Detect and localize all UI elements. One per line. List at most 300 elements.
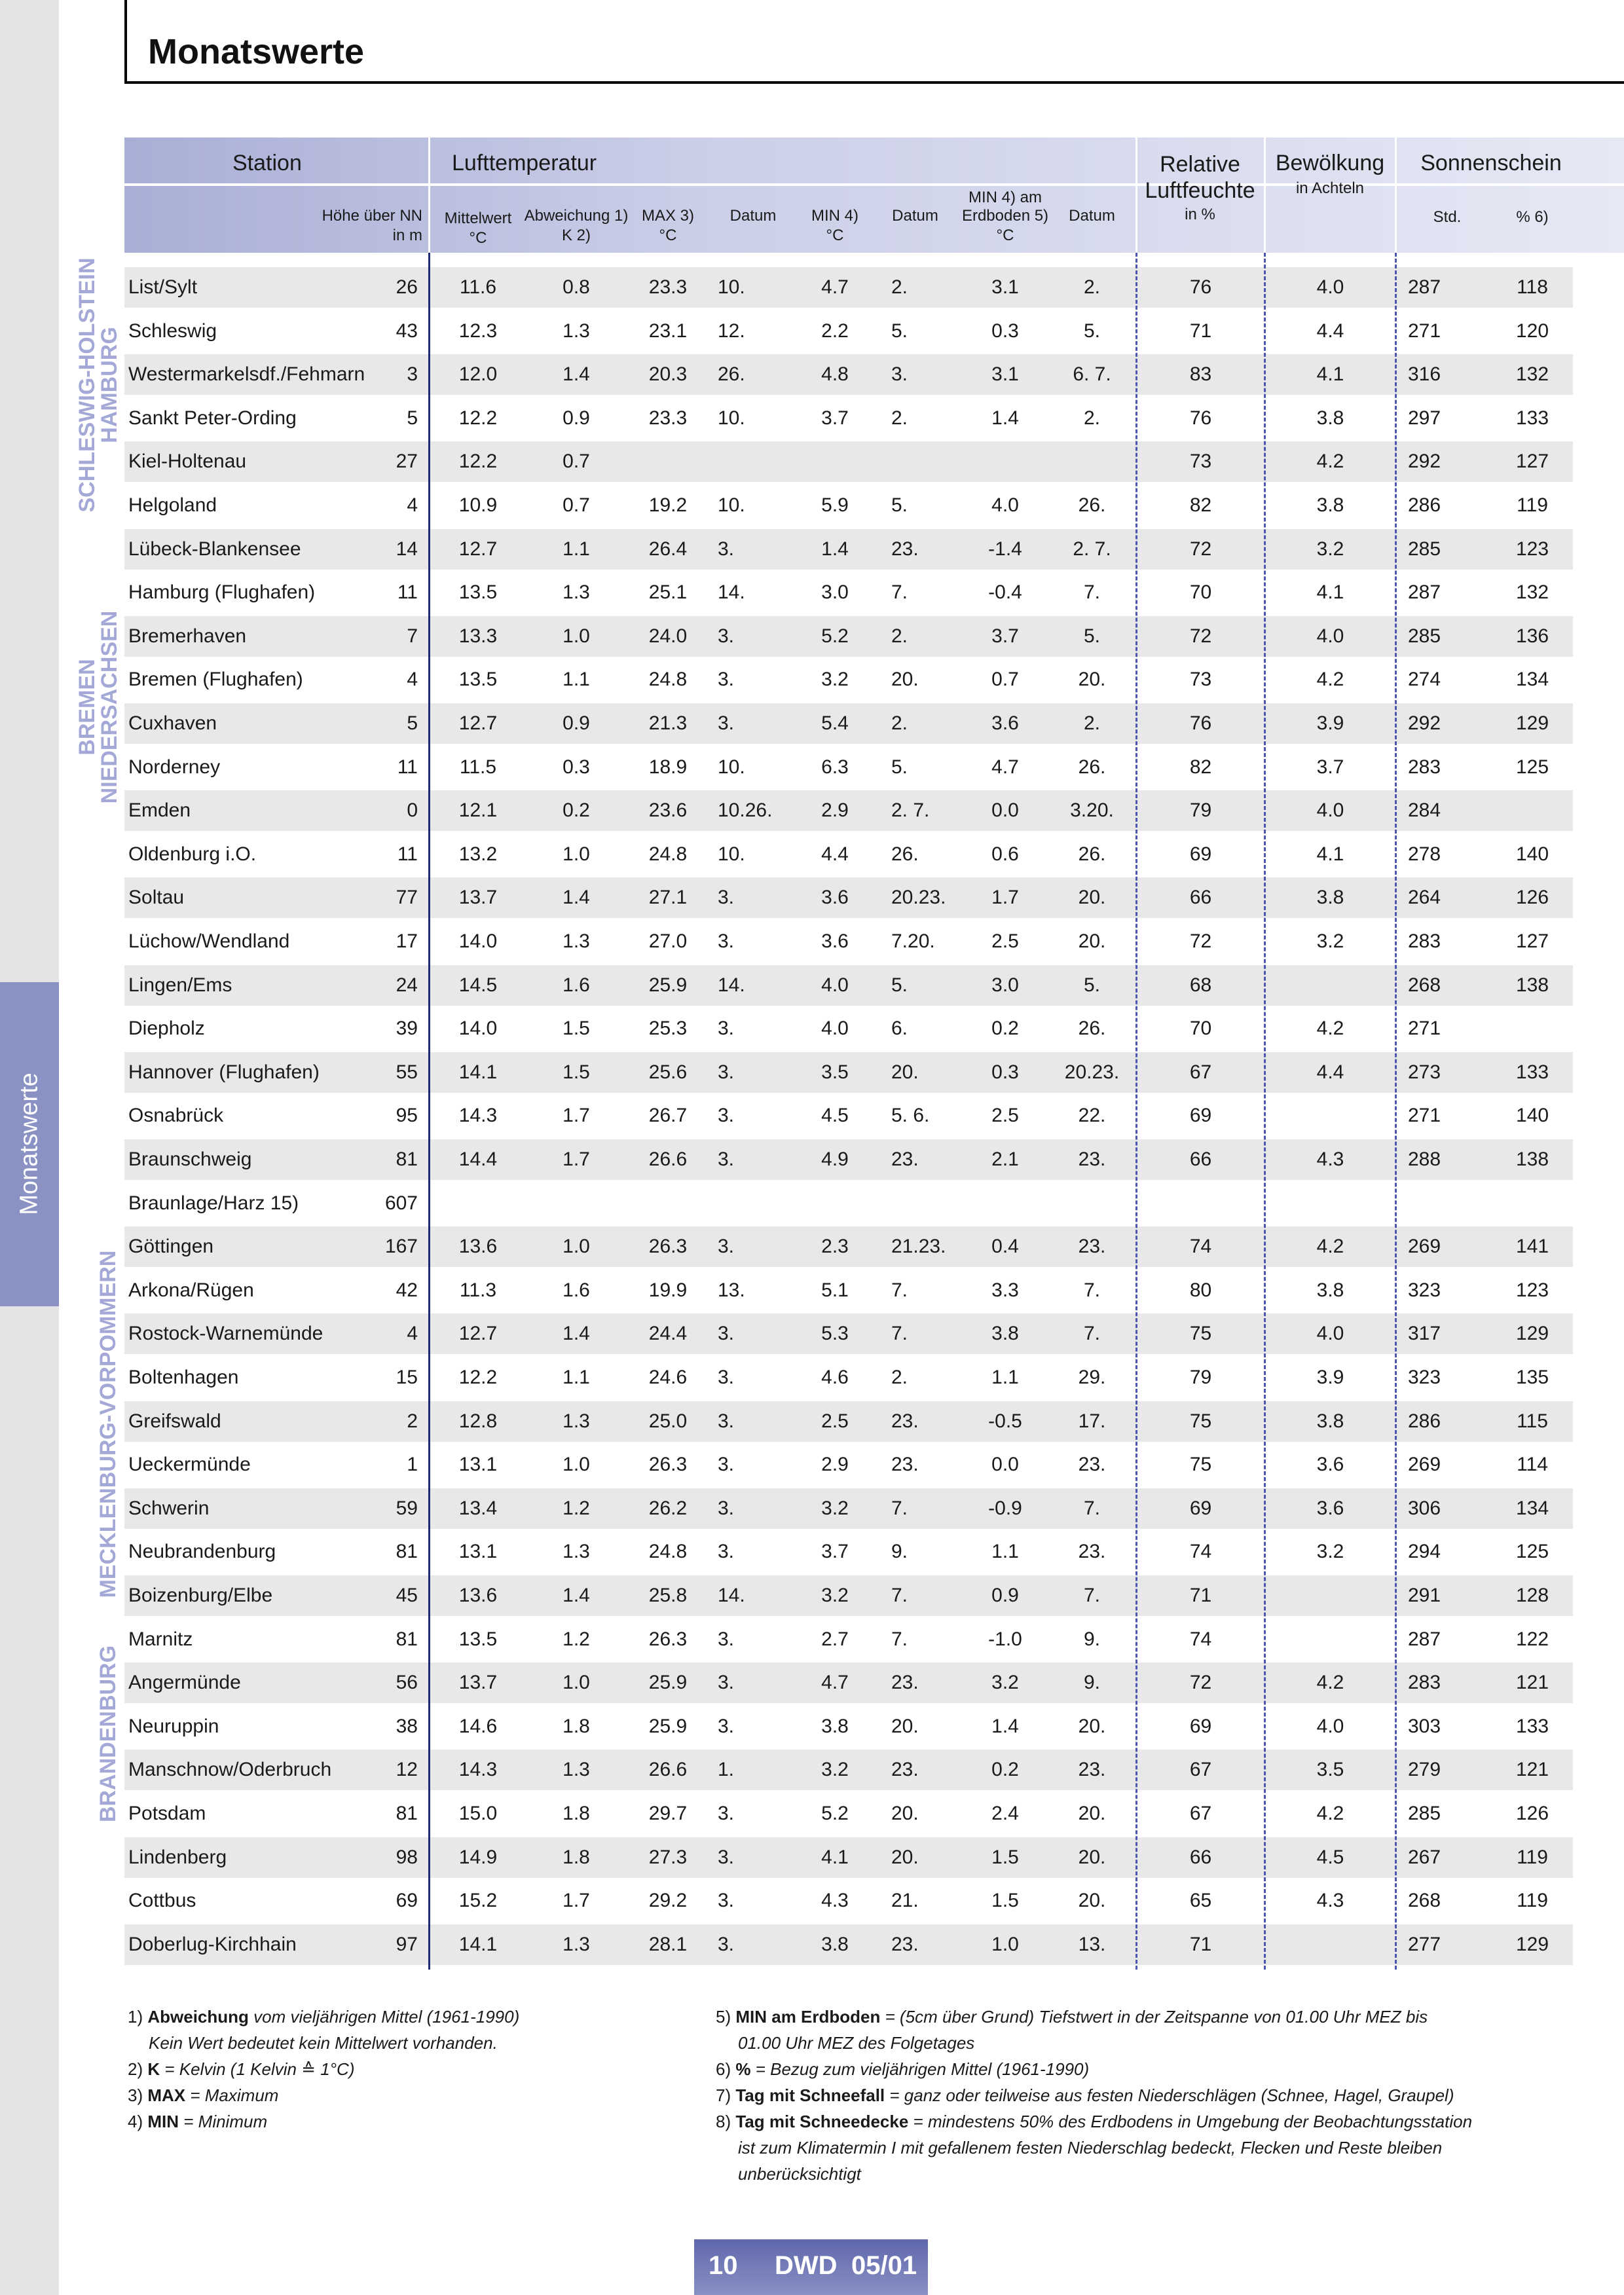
header-min-erdboden: MIN 4) am — [968, 189, 1042, 206]
cell-max-date: 3. — [718, 1541, 735, 1563]
cell-deviation: 1.2 — [563, 1497, 590, 1519]
cell-ground-min: 3.8 — [991, 1323, 1019, 1345]
cell-station-name: Cuxhaven — [128, 712, 217, 734]
header-abweichung-unit: K 2) — [561, 227, 591, 244]
cell-max-temp: 25.9 — [648, 1715, 688, 1737]
cell-min-temp: 4.1 — [821, 1846, 849, 1868]
cell-min-temp: 4.7 — [821, 1672, 849, 1694]
cell-deviation: 0.9 — [563, 407, 590, 429]
cell-rel-humidity: 66 — [1189, 1148, 1212, 1170]
cell-deviation: 1.3 — [563, 581, 590, 604]
footer-issue: 05/01 — [851, 2251, 917, 2280]
cell-elevation: 5 — [407, 712, 418, 734]
cell-rel-humidity: 71 — [1189, 320, 1212, 342]
cell-deviation: 1.8 — [563, 1715, 590, 1737]
cell-mean-temp: 13.7 — [458, 1672, 498, 1694]
cell-elevation: 81 — [396, 1628, 418, 1650]
cell-deviation: 0.2 — [563, 799, 590, 822]
cell-max-date: 3. — [718, 1061, 735, 1083]
cell-deviation: 0.7 — [563, 450, 590, 473]
cell-max-temp: 26.4 — [648, 538, 688, 560]
section-tab-label: Monatswerte — [15, 1073, 43, 1215]
cell-min-date: 26. — [891, 843, 919, 865]
cell-elevation: 59 — [396, 1497, 418, 1519]
header-lufttemperatur: Lufttemperatur — [452, 151, 597, 175]
header-pct: % 6) — [1516, 208, 1549, 226]
cell-cloud-cover: 3.8 — [1316, 494, 1344, 516]
cell-ground-min: 0.2 — [991, 1018, 1019, 1040]
cell-min-temp: 2.9 — [821, 799, 849, 822]
cell-cloud-cover: 3.8 — [1316, 887, 1344, 909]
cell-min-date: 2. — [891, 625, 908, 647]
cell-station-name: Marnitz — [128, 1628, 193, 1650]
cell-station-name: Schwerin — [128, 1497, 210, 1519]
cell-max-temp: 27.1 — [648, 887, 688, 909]
cell-deviation: 1.0 — [563, 1236, 590, 1258]
cell-min-date: 2. — [891, 712, 908, 734]
cell-cloud-cover: 4.1 — [1316, 363, 1344, 386]
header-std: Std. — [1433, 208, 1462, 226]
cell-mean-temp: 13.4 — [458, 1497, 498, 1519]
cell-elevation: 4 — [407, 669, 418, 691]
cell-station-name: Braunschweig — [128, 1148, 252, 1170]
cell-max-date: 3. — [718, 1148, 735, 1170]
cell-station-name: Bremen (Flughafen) — [128, 669, 303, 691]
cell-sun-hours: 283 — [1408, 930, 1441, 952]
cell-max-date: 3. — [718, 1236, 735, 1258]
header-luftfeuchte: Luftfeuchte — [1145, 178, 1255, 203]
footnote-8-cont: ist zum Klimatermin I mit gefallenem festen Niederschlag bedeckt, Flecken und Reste bleiben — [738, 2138, 1443, 2157]
cell-min-temp: 5.3 — [821, 1323, 849, 1345]
cell-sun-hours: 278 — [1408, 843, 1441, 865]
cell-max-date: 3. — [718, 1933, 735, 1955]
cell-max-date: 10. — [718, 494, 745, 516]
cell-sun-hours: 271 — [1408, 1018, 1441, 1040]
footnote-5-cont: 01.00 Uhr MEZ des Folgetages — [738, 2033, 975, 2053]
cell-rel-humidity: 66 — [1189, 887, 1212, 909]
cell-ground-min-date: 7. — [1083, 1497, 1101, 1519]
cell-station-name: Braunlage/Harz 15) — [128, 1192, 299, 1214]
cell-cloud-cover: 4.1 — [1316, 581, 1344, 604]
cell-station-name: Lüchow/Wendland — [128, 930, 290, 952]
cell-cloud-cover: 4.0 — [1316, 1715, 1344, 1737]
cell-ground-min-date: 26. — [1078, 1018, 1106, 1040]
cell-ground-min-date: 20. — [1078, 1715, 1106, 1737]
cell-max-date: 10. — [718, 756, 745, 778]
cell-sun-hours: 285 — [1408, 538, 1441, 560]
header-bewoelkung: Bewölkung — [1275, 151, 1385, 175]
cell-station-name: Boltenhagen — [128, 1367, 239, 1388]
cell-max-temp: 26.3 — [648, 1236, 688, 1258]
cell-min-date: 23. — [891, 538, 919, 560]
cell-ground-min-date: 23. — [1078, 1454, 1106, 1476]
cell-max-temp: 25.8 — [648, 1585, 688, 1606]
cell-ground-min-date: 7. — [1083, 1323, 1101, 1345]
cell-deviation: 1.1 — [563, 1367, 590, 1388]
cell-sun-percent: 129 — [1515, 1933, 1549, 1955]
cell-station-name: Osnabrück — [128, 1105, 224, 1127]
cell-mean-temp: 14.1 — [458, 1933, 498, 1955]
cell-max-date: 3. — [718, 1628, 735, 1650]
cell-sun-hours: 283 — [1408, 756, 1441, 778]
cell-rel-humidity: 71 — [1189, 1585, 1212, 1606]
cell-ground-min: 1.1 — [991, 1367, 1019, 1388]
cell-elevation: 81 — [396, 1803, 418, 1824]
cell-cloud-cover: 4.2 — [1316, 1018, 1344, 1040]
cell-sun-percent: 132 — [1515, 363, 1549, 386]
cell-station-name: Potsdam — [128, 1803, 206, 1824]
cell-max-temp: 23.1 — [648, 320, 688, 342]
cell-sun-percent: 132 — [1515, 581, 1549, 604]
cell-mean-temp: 11.6 — [459, 276, 497, 298]
cell-cloud-cover: 4.0 — [1316, 799, 1344, 822]
header-mittelwert: Mittelwert — [444, 210, 512, 227]
cell-sun-hours: 269 — [1408, 1236, 1441, 1258]
cell-max-date: 3. — [718, 625, 735, 647]
cell-deviation: 1.8 — [563, 1846, 590, 1868]
footnote-3: 3) MAX = Maximum — [128, 2085, 279, 2105]
cell-mean-temp: 12.8 — [458, 1410, 498, 1432]
cell-rel-humidity: 66 — [1189, 1846, 1212, 1868]
cell-max-temp: 27.0 — [648, 930, 688, 952]
cell-elevation: 81 — [396, 1541, 418, 1563]
cell-sun-percent: 138 — [1515, 974, 1549, 996]
cell-min-date: 20. — [891, 1061, 919, 1083]
cell-rel-humidity: 80 — [1189, 1279, 1212, 1301]
cell-max-date: 3. — [718, 1890, 735, 1912]
cell-ground-min-date: 22. — [1078, 1105, 1106, 1127]
cell-cloud-cover: 4.5 — [1316, 1846, 1344, 1868]
cell-ground-min-date: 5. — [1083, 974, 1101, 996]
cell-sun-hours: 323 — [1408, 1279, 1441, 1301]
cell-deviation: 0.7 — [563, 494, 590, 516]
cell-sun-hours: 268 — [1408, 1890, 1441, 1912]
cell-max-temp: 24.0 — [648, 625, 688, 647]
column-divider — [428, 253, 430, 1970]
cell-sun-hours: 297 — [1408, 407, 1441, 429]
cell-min-temp: 5.1 — [821, 1279, 849, 1301]
cell-ground-min: 0.7 — [991, 669, 1019, 691]
cell-cloud-cover: 4.3 — [1316, 1148, 1344, 1170]
cell-max-temp: 23.3 — [648, 276, 688, 298]
cell-rel-humidity: 71 — [1189, 1933, 1212, 1955]
header-bew-unit: in Achteln — [1295, 179, 1365, 197]
cell-max-date: 12. — [718, 320, 745, 342]
cell-elevation: 167 — [384, 1236, 418, 1258]
cell-sun-percent: 135 — [1515, 1367, 1549, 1388]
cell-min-date: 2. — [891, 407, 908, 429]
cell-rel-humidity: 70 — [1189, 581, 1212, 604]
cell-max-temp: 21.3 — [648, 712, 688, 734]
cell-max-temp: 25.3 — [648, 1018, 688, 1040]
cell-station-name: Greifswald — [128, 1410, 221, 1432]
cell-ground-min-date: 20. — [1078, 1846, 1106, 1868]
cell-rel-humidity: 76 — [1189, 276, 1212, 298]
cell-station-name: Boizenburg/Elbe — [128, 1585, 273, 1606]
header-mittelwert-unit: °C — [469, 229, 487, 247]
cell-max-date: 10.26. — [718, 799, 773, 822]
page-footer — [694, 2239, 928, 2295]
cell-min-temp: 3.8 — [821, 1933, 849, 1955]
cell-max-temp: 24.8 — [648, 669, 688, 691]
cell-sun-hours: 271 — [1408, 1105, 1441, 1127]
cell-ground-min-date: 23. — [1078, 1541, 1106, 1563]
header-sonnenschein: Sonnenschein — [1420, 151, 1562, 175]
cell-sun-hours: 288 — [1408, 1148, 1441, 1170]
cell-ground-min: -1.4 — [988, 538, 1022, 560]
cell-elevation: 0 — [407, 799, 418, 822]
cell-elevation: 4 — [407, 1323, 418, 1345]
cell-elevation: 11 — [397, 756, 418, 778]
cell-rel-humidity: 73 — [1189, 669, 1212, 691]
cell-min-date: 23. — [891, 1672, 919, 1694]
cell-min-temp: 3.7 — [821, 1541, 849, 1563]
cell-min-temp: 4.6 — [821, 1367, 849, 1388]
cell-rel-humidity: 79 — [1189, 1367, 1212, 1388]
cell-ground-min-date: 23. — [1078, 1759, 1106, 1781]
cell-elevation: 98 — [396, 1846, 418, 1868]
header-divider — [124, 183, 1624, 186]
cell-cloud-cover: 4.3 — [1316, 1890, 1344, 1912]
cell-cloud-cover: 4.2 — [1316, 669, 1344, 691]
cell-min-date: 23. — [891, 1454, 919, 1476]
cell-rel-humidity: 68 — [1189, 974, 1212, 996]
cell-sun-hours: 323 — [1408, 1367, 1441, 1388]
cell-sun-percent: 121 — [1515, 1672, 1549, 1694]
cell-deviation: 1.4 — [563, 1323, 590, 1345]
cell-mean-temp: 14.9 — [458, 1846, 498, 1868]
cell-deviation: 1.3 — [563, 1933, 590, 1955]
cell-sun-percent: 134 — [1515, 1497, 1549, 1519]
cell-cloud-cover: 3.7 — [1316, 756, 1344, 778]
cell-min-temp: 2.5 — [821, 1410, 849, 1432]
cell-station-name: Norderney — [128, 756, 221, 778]
header-abweichung: Abweichung 1) — [524, 207, 629, 225]
footnote-8: 8) Tag mit Schneedecke = mindestens 50% des Erdbodens in Umgebung der Beobachtungsstation — [716, 2112, 1473, 2131]
cell-cloud-cover: 4.1 — [1316, 843, 1344, 865]
cell-cloud-cover: 4.2 — [1316, 1803, 1344, 1824]
cell-sun-hours: 294 — [1408, 1541, 1441, 1563]
cell-sun-percent: 119 — [1517, 1890, 1548, 1912]
cell-min-temp: 5.9 — [821, 494, 849, 516]
cell-mean-temp: 14.3 — [458, 1105, 498, 1127]
cell-ground-min-date: 6. 7. — [1073, 363, 1111, 386]
cell-rel-humidity: 69 — [1189, 843, 1212, 865]
cell-deviation: 1.1 — [563, 538, 590, 560]
cell-rel-humidity: 72 — [1189, 930, 1212, 952]
cell-ground-min-date: 7. — [1083, 581, 1101, 604]
cell-mean-temp: 13.6 — [458, 1585, 498, 1606]
header-min-datum: Datum — [892, 207, 938, 225]
cell-ground-min-date: 9. — [1083, 1628, 1101, 1650]
cell-sun-hours: 269 — [1408, 1454, 1441, 1476]
cell-ground-min-date: 23. — [1078, 1236, 1106, 1258]
cell-sun-percent: 136 — [1515, 625, 1549, 647]
cell-max-temp: 28.1 — [648, 1933, 688, 1955]
cell-ground-min: 1.5 — [991, 1846, 1019, 1868]
cell-min-temp: 2.7 — [821, 1628, 849, 1650]
cell-sun-percent: 118 — [1517, 276, 1548, 298]
header-min-unit: °C — [826, 227, 844, 244]
cell-mean-temp: 14.6 — [458, 1715, 498, 1737]
cell-sun-hours: 287 — [1408, 276, 1441, 298]
column-divider — [1395, 253, 1397, 1970]
header-erdboden-datum: Datum — [1069, 207, 1115, 225]
cell-min-temp: 4.5 — [821, 1105, 849, 1127]
cell-max-temp: 26.6 — [648, 1148, 688, 1170]
cell-min-date: 21.23. — [891, 1236, 946, 1258]
cell-rel-humidity: 74 — [1189, 1541, 1212, 1563]
footnote-1-cont: Kein Wert bedeutet kein Mittelwert vorhanden. — [149, 2033, 498, 2053]
cell-elevation: 14 — [396, 538, 418, 560]
cell-max-date: 13. — [718, 1279, 745, 1301]
cell-sun-percent: 129 — [1515, 1323, 1549, 1345]
cell-mean-temp: 15.0 — [458, 1803, 498, 1824]
cell-sun-percent: 127 — [1515, 450, 1549, 473]
cell-min-temp: 3.2 — [821, 669, 849, 691]
cell-ground-min-date: 17. — [1078, 1410, 1106, 1432]
cell-max-date: 3. — [718, 538, 735, 560]
cell-mean-temp: 12.0 — [458, 363, 498, 386]
cell-station-name: Kiel-Holtenau — [128, 450, 247, 473]
cell-sun-hours: 279 — [1408, 1759, 1441, 1781]
cell-station-name: Hannover (Flughafen) — [128, 1061, 320, 1083]
cell-ground-min: 0.0 — [991, 799, 1019, 822]
cell-max-date: 10. — [718, 276, 745, 298]
cell-min-date: 7. — [891, 1323, 908, 1345]
cell-mean-temp: 12.2 — [458, 450, 498, 473]
cell-elevation: 3 — [407, 363, 418, 386]
cell-deviation: 0.8 — [563, 276, 590, 298]
cell-elevation: 42 — [396, 1279, 418, 1301]
cell-max-date: 3. — [718, 1105, 735, 1127]
cell-sun-hours: 287 — [1408, 581, 1441, 604]
cell-rel-humidity: 65 — [1189, 1890, 1212, 1912]
header-min: MIN 4) — [811, 207, 858, 225]
cell-max-date: 3. — [718, 1323, 735, 1345]
cell-sun-hours: 303 — [1408, 1715, 1441, 1737]
cell-mean-temp: 13.1 — [458, 1454, 498, 1476]
cell-sun-percent: 129 — [1515, 712, 1549, 734]
cell-elevation: 55 — [396, 1061, 418, 1083]
cell-deviation: 1.8 — [563, 1803, 590, 1824]
cell-sun-hours: 306 — [1408, 1497, 1441, 1519]
header-hoehe: Höhe über NN — [322, 207, 422, 225]
cell-station-name: Lindenberg — [128, 1846, 227, 1868]
cell-elevation: 56 — [396, 1672, 418, 1694]
cell-mean-temp: 13.7 — [458, 887, 498, 909]
cell-cloud-cover: 4.0 — [1316, 276, 1344, 298]
cell-deviation: 1.7 — [563, 1148, 590, 1170]
cell-ground-min: 0.9 — [991, 1585, 1019, 1606]
cell-max-date: 3. — [718, 712, 735, 734]
cell-station-name: Rostock-Warnemünde — [128, 1323, 323, 1345]
cell-mean-temp: 11.3 — [459, 1279, 497, 1301]
cell-min-date: 20. — [891, 1715, 919, 1737]
cell-cloud-cover: 3.8 — [1316, 1410, 1344, 1432]
cell-elevation: 17 — [396, 930, 418, 952]
cell-max-temp: 24.4 — [648, 1323, 688, 1345]
cell-ground-min: -0.5 — [988, 1410, 1022, 1432]
cell-max-date: 14. — [718, 974, 745, 996]
cell-max-date: 3. — [718, 930, 735, 952]
cell-mean-temp: 12.1 — [458, 799, 498, 822]
column-divider — [1135, 253, 1137, 1970]
cell-min-temp: 4.4 — [821, 843, 849, 865]
cell-mean-temp: 14.0 — [458, 930, 498, 952]
cell-ground-min: -0.9 — [988, 1497, 1022, 1519]
cell-min-date: 2. 7. — [891, 799, 930, 822]
cell-min-date: 5. — [891, 974, 908, 996]
cell-max-date: 14. — [718, 581, 745, 604]
cell-elevation: 4 — [407, 494, 418, 516]
cell-sun-percent: 140 — [1515, 1105, 1549, 1127]
cell-max-date: 3. — [718, 887, 735, 909]
cell-elevation: 7 — [407, 625, 418, 647]
cell-rel-humidity: 82 — [1189, 494, 1212, 516]
cell-station-name: Westermarkelsdf./Fehmarn — [128, 363, 365, 386]
cell-max-temp: 26.3 — [648, 1628, 688, 1650]
cell-mean-temp: 12.2 — [458, 1367, 498, 1388]
cell-max-date: 3. — [718, 1410, 735, 1432]
header-separator — [428, 138, 430, 253]
cell-ground-min-date: 26. — [1078, 494, 1106, 516]
cell-sun-hours: 292 — [1408, 450, 1441, 473]
cell-rel-humidity: 70 — [1189, 1018, 1212, 1040]
cell-station-name: Helgoland — [128, 494, 217, 516]
cell-ground-min: 0.3 — [991, 1061, 1019, 1083]
cell-sun-percent: 133 — [1515, 1061, 1549, 1083]
cell-sun-percent: 126 — [1515, 887, 1549, 909]
cell-rel-humidity: 74 — [1189, 1628, 1212, 1650]
cell-sun-hours: 291 — [1408, 1585, 1441, 1606]
cell-min-temp: 3.2 — [821, 1497, 849, 1519]
cell-rel-humidity: 72 — [1189, 625, 1212, 647]
cell-max-temp: 19.2 — [648, 494, 688, 516]
cell-mean-temp: 11.5 — [459, 756, 497, 778]
header-hoehe-unit: in m — [392, 227, 422, 244]
cell-ground-min-date: 2. 7. — [1073, 538, 1111, 560]
cell-cloud-cover: 3.8 — [1316, 407, 1344, 429]
cell-sun-percent: 119 — [1517, 1846, 1548, 1868]
cell-max-temp: 26.6 — [648, 1759, 688, 1781]
cell-min-temp: 3.0 — [821, 581, 849, 604]
cell-sun-hours: 287 — [1408, 1628, 1441, 1650]
cell-min-temp: 2.9 — [821, 1454, 849, 1476]
cell-min-date: 20. — [891, 1803, 919, 1824]
cell-mean-temp: 13.3 — [458, 625, 498, 647]
cell-ground-min-date: 23. — [1078, 1148, 1106, 1170]
cell-ground-min-date: 29. — [1078, 1367, 1106, 1388]
cell-min-temp: 6.3 — [821, 756, 849, 778]
cell-cloud-cover: 4.4 — [1316, 1061, 1344, 1083]
cell-min-temp: 4.9 — [821, 1148, 849, 1170]
cell-sun-percent: 121 — [1515, 1759, 1549, 1781]
cell-min-date: 21. — [891, 1890, 919, 1912]
cell-ground-min: 3.1 — [991, 363, 1019, 386]
cell-min-date: 7. — [891, 1497, 908, 1519]
cell-sun-percent: 125 — [1515, 1541, 1549, 1563]
cell-station-name: Diepholz — [128, 1018, 205, 1040]
cell-deviation: 1.7 — [563, 1105, 590, 1127]
section-tab-monatswerte[interactable] — [0, 982, 59, 1306]
cell-deviation: 0.3 — [563, 756, 590, 778]
cell-max-temp: 23.3 — [648, 407, 688, 429]
cell-elevation: 607 — [384, 1192, 418, 1214]
cell-min-temp: 2.3 — [821, 1236, 849, 1258]
footnote-2: 2) K = Kelvin (1 Kelvin ≙ 1°C) — [128, 2059, 355, 2079]
footnotes-left — [128, 2004, 519, 2135]
